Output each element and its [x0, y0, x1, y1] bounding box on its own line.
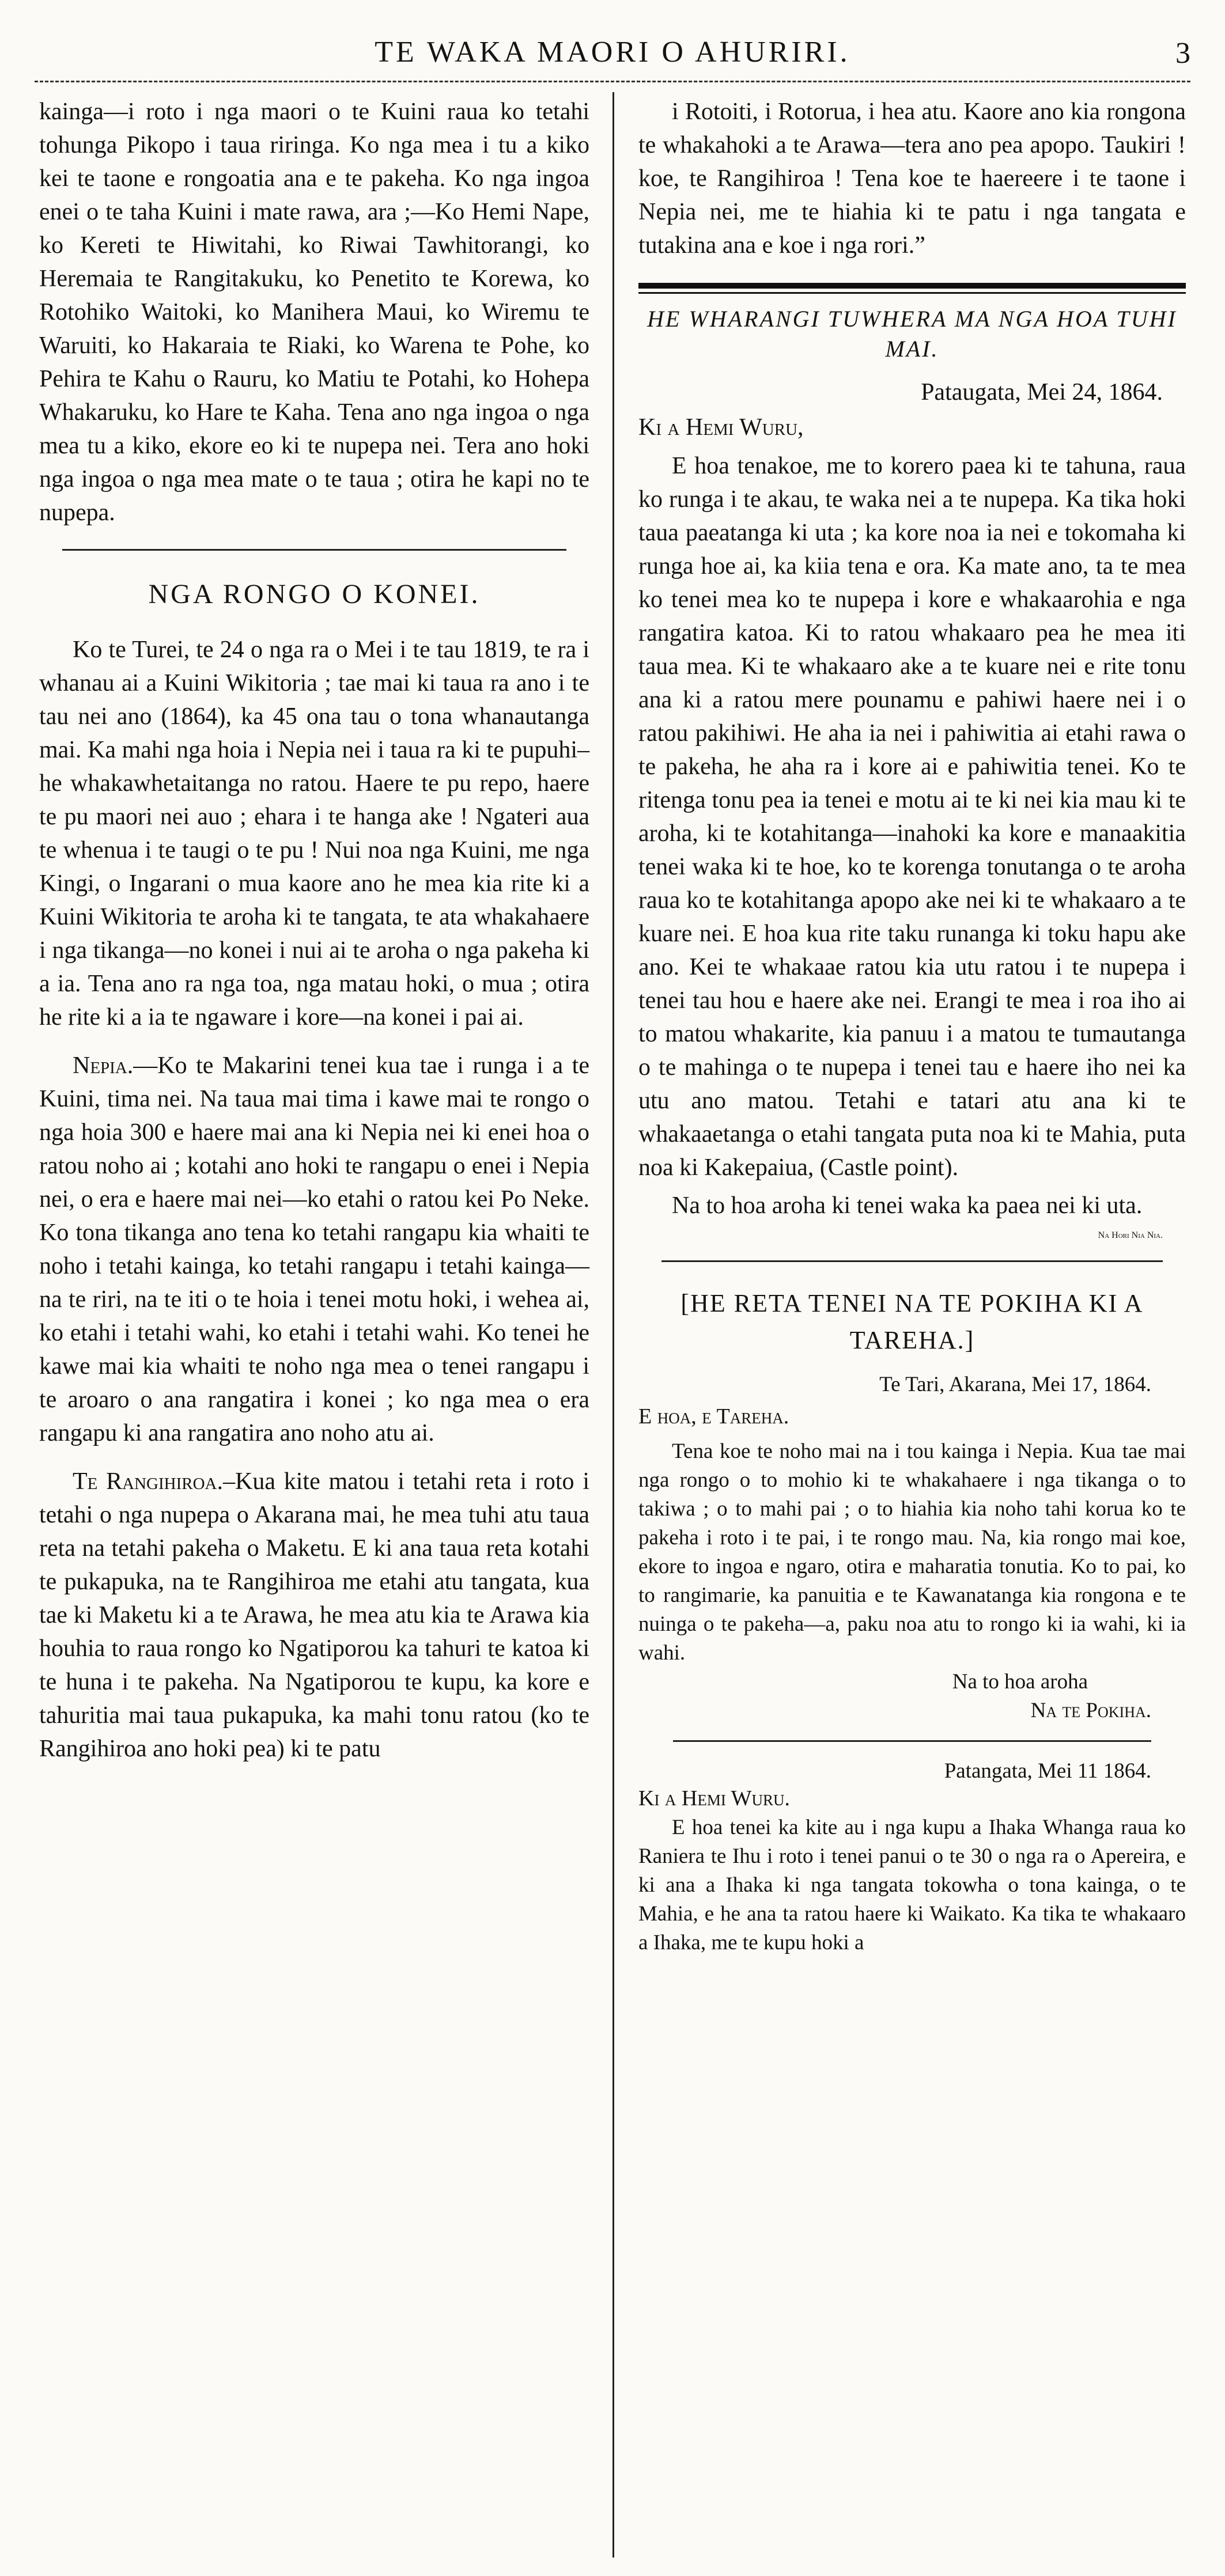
nepia-text: —Ko te Makarini tenei kua tae i runga i a te Kuini, tima nei. Na taua mai tima i kawe mai te rongo o nga hoia 300 e haere mai ana ki Nepia nei ki enei hoa o ratou noho ai ; kotahi ano hoki te rangapu o enei i Nepia nei, o era e haere mai nei—ko etahi o ratou kei Po Neke. Ko tona tikanga ano tena ko tetahi rangapu kia whaiti te noho i tetahi kainga, ko tetahi rangapu i tetahi kainga—na te riri, na te iti o te hoia i tenei motu hoki, i wehea ai, ko etahi i tetahi wahi, ko etahi i tetahi wahi. Ko tenei he kawe mai kia whaiti te noho nga mea o tenei rangapu i te aroaro o ana rangatira i konei ; ko nga mea o era rangapu ki ana rangatira ano noho atu ai.	[39, 1052, 589, 1446]
letter2-body: Tena koe te noho mai na i tou kainga i Nepia. Kua tae mai nga rongo o to mohio ki te whakahaere i nga tikanga o to takiwa ; o to mahi pai ; o to hiahia kia noho tahi korua ko te pakeha i roto i te pai, i te rongo mau. Na, kia rongo mai koe, ekore to ingoa e ngaro, otira e maharatia tonutia. Ko to pai, ko to rangimarie, ka panuitia e te Kawanatanga kia rongona e te nuinga o te pakeha—a, paku noa atu to rongo ki ia wahi, ki ia wahi.	[638, 1439, 1186, 1665]
page-number: 3	[1175, 37, 1190, 70]
running-title: TE WAKA MAORI O AHURIRI.	[375, 36, 850, 69]
section-rule	[62, 549, 566, 551]
letter1-salutation: Ki a Hemi Wuru,	[638, 414, 804, 441]
letter2-closing: Na to hoa aroha	[952, 1670, 1088, 1694]
left-column	[39, 95, 589, 1766]
letter3	[638, 1757, 1186, 1957]
letter3-dateline: Patangata, Mei 11 1864.	[944, 1759, 1151, 1783]
double-rule-thin	[638, 292, 1186, 294]
letter2-sign-block	[638, 1668, 1186, 1725]
letter1-closing: Na to hoa aroha ki tenei waka ka paea nei ki uta.	[672, 1192, 1143, 1219]
section-title-local-news: NGA RONGO O KONEI.	[148, 579, 481, 609]
paragraph-turei: Ko te Turei, te 24 o nga ra o Mei i te tau 1819, te ra i whanau ai a Kuini Wikitoria ; tae mai ki taua ra ano i te tau nei ano (1864), ka 45 ona tau o tona whanautanga mai. Ka mahi nga hoia i Nepia nei i taua ra ki te pupuhi–he whakawhetaitanga no ratou. Haere te pu repo, haere te pu maori nei auo ; ehara i te hanga ake ! Ngateri aua te whenua i te taugi o te pu ! Nui noa nga Kuini, me nga Kingi, o Ingarani o mua kaore ano he mea kia rite ki a Kuini Wikitoria te aroha ki te tangata, te ata whakahaere i nga tikanga—no konei i nui ai te aroha o nga pakeha ki a ia. Tena ano ra nga toa, nga matau hoki, o mua ; otira he rite ki a ia te ngaware i kore—na konei i pai ai.	[39, 637, 589, 1031]
paragraph-rangihiroa	[39, 1465, 589, 1766]
section-title-open-page: HE WHARANGI TUWHERA MA NGA HOA TUHI MAI.	[647, 306, 1177, 362]
paragraph-nepia	[39, 1049, 589, 1450]
bracket-title: [HE RETA TENEI NA TE POKIHA KI A TAREHA.]	[680, 1289, 1144, 1354]
letter1-body: E hoa tenakoe, me to korero paea ki te tahuna, raua ko runga i te akau, te waka nei a te nupepa. Ka tika hoki taua paeatanga ki uta ; ka kore noa ia nei e tokomaha ki runga hoe ai, ka kiia tena e ora. Ka mate ano, ta te mea ko tenei mea ko te nupepa i kore e whakaarohia e nga rangatira katoa. Ki to ratou whakaaro pea he mea iti taua mea. Ki te whakaaro ake a te kuare nei e rite tonu ana ki a ratou mere pounamu e pahiwi haere nei i o ratou pakihiwi. He aha ia nei i pahiwitia ai etahi rawa o te pakeha, he aha ra i kore ai e pahiwitia tenei. Ko te ritenga tonu pea ia tenei e motu ai te ki nei kia mau ki te aroha, ki te kotahitanga—inahoki ka kore e manaakitia tenei waka ki te hoe, ko te korenga tonutanga o te aroha raua ko te kotahitanga apopo ake nei ki te whakaaro a te kuare nei. E hoa kua rite taku runanga ki toku hapu ake ano. Kei te whakaae ratou kia utu ratou i te nupepa i tenei tau hou e haere ake nei. Erangi te mea i roa iho ai to matou whakarite, kia panuu i a matou te tumautanga o te mahinga o te nupepa i tenei tau e haere iho nei ka utu ano matou. Tetahi e tatari atu ana ki te whakaaetanga o etahi tangata puta noa ki te Mahia, puta noa ki Kakepaiua, (Castle point).	[638, 453, 1186, 1181]
letter2-dateline: Te Tari, Akarana, Mei 17, 1864.	[879, 1373, 1151, 1396]
section-rule	[661, 1260, 1163, 1262]
header-rule	[35, 81, 1190, 82]
letter1-dateline: Pataugata, Mei 24, 1864.	[921, 379, 1163, 406]
double-rule-thick	[638, 283, 1186, 289]
rangihiroa-lead: Te Rangihiroa.	[73, 1468, 223, 1495]
letter3-salutation: Ki a Hemi Wuru.	[638, 1786, 791, 1810]
right-column	[638, 95, 1186, 1957]
rangihiroa-text: –Kua kite matou i tetahi reta i roto i tetahi o nga nupepa o Akarana mai, he mea tuhi atu taua reta na tetahi pakeha o Maketu. E ki ana taua reta kotahi te pukapuka, na te Rangihiroa me etahi atu tangata, kua tae ki Maketu ki a te Arawa, he mea atu kia te Arawa kia houhia to raua rongo ko Ngatiporou ka tahuri te katoa ki te huna i te pakeha. Na Ngatiporou te kupu, ka kore e tahuritia mai taua pukapuka, ka mahi tonu ratou (ko te Rangihiroa ano hoki pea) ki te patu	[39, 1468, 590, 1762]
page-header	[35, 32, 1190, 78]
column-divider	[612, 92, 614, 2558]
letter2-signature: Na te Pokiha.	[1030, 1699, 1151, 1722]
continued-paragraph: kainga—i roto i nga maori o te Kuini raua ko tetahi tohunga Pikopo i taua riringa. Ko nga mea i tu a kiko kei te taone e rongoatia ana e te pakeha. Ko nga ingoa enei o te taha Kuini i mate rawa, ara ;—Ko Hemi Nape, ko Kereti te Hiwitahi, ko Riwai Tawhitorangi, ko Heremaia te Rangitakuku, ko Penetito te Korewa, ko Rotohiko Waitoki, ko Manihera Maui, ko Wiremu te Waruiti, ko Hakaraia te Riaki, ko Warena te Pohe, ko Pehira te Kahu o Rauru, ko Matiu te Potahi, ko Hohepa Whakaruku, ko Hare te Kaha. Tena ano nga ingoa o nga mea tu a kiko, ekore eo ki te nupepa nei. Tera ano hoki nga ingoa o nga mea mate o te taua ; otira he kapi no te nupepa.	[39, 99, 589, 526]
letter3-body: E hoa tenei ka kite au i nga kupu a Ihaka Whanga raua ko Raniera te Ihu i roto i tenei panui o te 30 o nga ra o Apereira, e ki ana a Ihaka ki nga tangata tokowha o tona kainga, o te Mahia, e he ana ta ratou haere ki Waikato. Ka tika te whakaaro a Ihaka, me te kupu hoki a	[638, 1816, 1186, 1954]
letter1-signature: Na Hori Nia Nia.	[1098, 1230, 1163, 1240]
continued-paragraph-right: i Rotoiti, i Rotorua, i hea atu. Kaore ano kia rongona te whakahoki a te Arawa—tera ano pea apopo. Taukiri ! koe, te Rangihiroa ! Tena koe te haereere i te taone i Nepia nei, me te hiahia ki te patu i nga tangata e tutakina ana e koe i nga rori.”	[638, 99, 1186, 259]
letter2-salutation: E hoa, e Tareha.	[638, 1404, 789, 1429]
letter2	[638, 1370, 1186, 1668]
letter-rule	[673, 1740, 1151, 1742]
nepia-lead: Nepia.	[73, 1052, 134, 1079]
